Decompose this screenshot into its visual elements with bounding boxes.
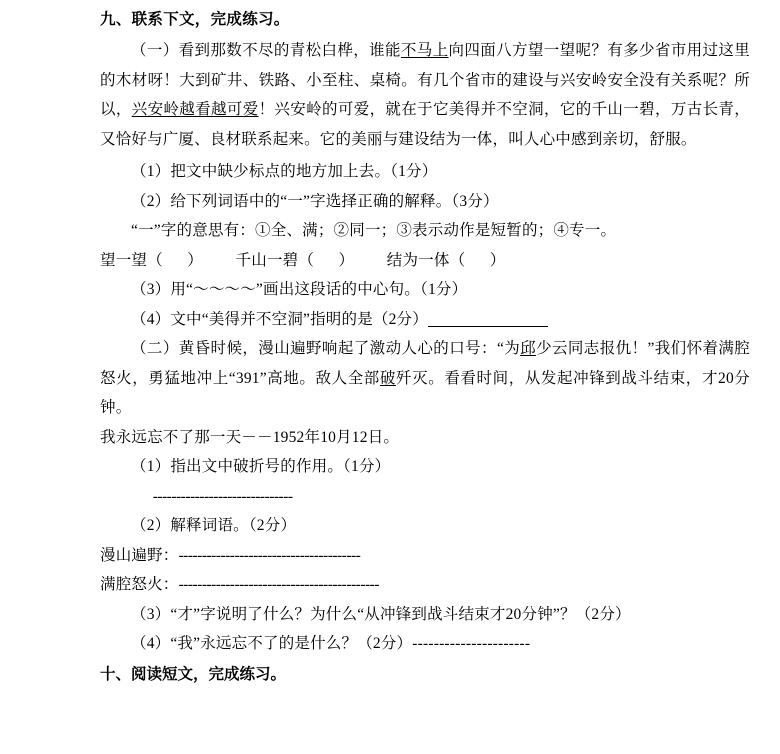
vocabulary-item-2-answer-line[interactable]: ------------------------------------------- <box>178 576 379 593</box>
question-2-1: （1）指出文中破折号的作用。（1分） <box>131 458 391 475</box>
passage-two-second-line: 我永远忘不了那一天－－1952年10月12日。 <box>100 428 400 446</box>
passage-two-text-a: 黄昏时候，漫山遍野响起了激动人心的口号：“为 <box>178 340 521 357</box>
vocabulary-item-1-label: 漫山遍野： <box>100 546 179 564</box>
vocabulary-item-1 <box>100 541 750 571</box>
passage-two-lead: （二） <box>131 340 179 357</box>
section-9-heading: 九、联系下文，完成练习。 <box>100 11 290 28</box>
passage-two-text-c: 歼灭。看看时间，从发起冲锋到战斗结束，才20分钟。 <box>100 369 751 416</box>
question-1-4-text: （4）文中“美得并不空洞”指明的是（2分） <box>131 310 428 328</box>
question-1-1: （1）把文中缺少标点的地方加上去。（1分） <box>131 163 438 180</box>
passage-two-underline-b: 破 <box>379 369 397 387</box>
question-2-1-answer-line[interactable]: ------------------------------ <box>152 487 293 505</box>
question-1-2-items: 望一望（ ） 千山一碧（ ） 结为一体（ ） <box>100 251 506 269</box>
passage-one-text-b: 向四面八方望一望呢？有多少省市用过这里的木材呀！大到矿井、铁路、小至柱、桌椅。有几个省市的建设与兴安岭安全没有关系呢？所以， <box>100 42 751 118</box>
vocabulary-item-2 <box>100 570 750 600</box>
vocabulary-item-1-answer-line[interactable]: --------------------------------------- <box>178 546 361 564</box>
passage-one-paragraph <box>100 36 750 154</box>
passage-one-lead: （一） <box>131 42 179 59</box>
passage-one-text-a: 看到那数不尽的青松白桦，谁能 <box>178 42 401 59</box>
passage-two-paragraph <box>100 334 750 423</box>
question-1-2: （2）给下列词语中的“一”字选择正确的解释。（3分） <box>131 192 499 210</box>
passage-one-underline-b: 兴安岭越看越可爱 <box>131 101 259 118</box>
section-10-heading: 十、阅读短文，完成练习。 <box>100 665 287 683</box>
vocabulary-item-2-label: 满腔怒火： <box>100 576 179 593</box>
passage-one-text-c: ！兴安岭的可爱，就在于它美得并不空洞，它的千山一碧，万古长青，又恰好与广厦、良材联系起来。它的美丽与建设结为一体，叫人心中感到亲切，舒服。 <box>100 101 750 148</box>
question-2-4: （4）“我”永远忘不了的是什么？（2分）---------------------- <box>131 635 531 652</box>
answer-blank[interactable] <box>428 310 548 327</box>
passage-one-underline-a: 不马上 <box>400 42 449 59</box>
passage-two-text-b: 少云同志报仇！”我们怀着满腔怒火，勇猛地冲上“391”高地。敌人全部 <box>100 340 750 387</box>
question-2-2: （2）解释词语。（2分） <box>131 517 297 534</box>
question-2-3: （3）“才”字说明了什么？为什么“从冲锋到战斗结束才20分钟”？（2分） <box>131 605 631 623</box>
question-1-4 <box>100 305 750 335</box>
passage-two-underline-a: 邱 <box>520 340 537 357</box>
question-1-3: （3）用“～～～～”画出这段话的中心句。（1分） <box>131 281 468 298</box>
question-1-2-meanings: “一”字的意思有：①全、满；②同一；③表示动作是短暂的；④专一。 <box>131 222 617 239</box>
